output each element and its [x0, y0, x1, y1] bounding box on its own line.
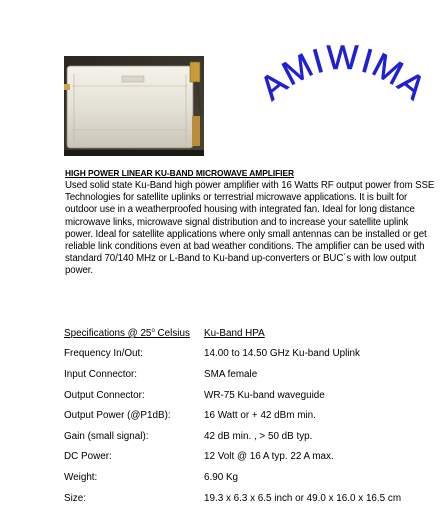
specifications-table: [64, 323, 444, 508]
spec-value: 6.90 Kg: [204, 471, 239, 483]
spec-row-size: [64, 488, 444, 508]
spec-value: WR-75 Ku-band waveguide: [204, 389, 325, 401]
spec-row-gain: [64, 426, 444, 447]
spec-row-weight: [64, 467, 444, 488]
spec-label: Input Connector:: [64, 368, 138, 380]
spec-value: 12 Volt @ 16 A typ. 22 A max.: [204, 451, 334, 463]
spec-label: Output Power (@P1dB):: [64, 410, 171, 422]
specifications-header-row: [64, 323, 444, 344]
amplifier-photo: [64, 56, 204, 156]
spec-row-output-power: [64, 405, 444, 426]
specifications-header-value: Ku-Band HPA: [204, 327, 265, 339]
spec-row-input-connector: [64, 364, 444, 385]
spec-label: Frequency In/Out:: [64, 348, 144, 360]
spec-value: 16 Watt or + 42 dBm min.: [204, 410, 316, 422]
spec-row-frequency: [64, 344, 444, 365]
specifications-header: Specifications @ 25$^o$ Celsius: [64, 327, 190, 339]
spec-row-dc-power: [64, 447, 444, 468]
spec-value: SMA female: [204, 368, 258, 380]
spec-label: DC Power:: [64, 451, 112, 463]
spec-label: Weight:: [64, 471, 98, 483]
spec-value: 14.00 to 14.50 GHz Ku-band Uplink: [204, 348, 360, 360]
page-title: HIGH POWER LINEAR KU-BAND MICROWAVE AMPLIFIER: [65, 168, 294, 178]
spec-value: 42 dB min. , > 50 dB typ.: [204, 430, 313, 442]
spec-label: Output Connector:: [64, 389, 145, 401]
spec-label: Gain (small signal):: [64, 430, 149, 442]
amiwima-logo: [248, 34, 438, 134]
spec-row-output-connector: [64, 385, 444, 406]
logo-text: AMIWIMA: [252, 39, 434, 108]
spec-value: 19.3 x 6.3 x 6.5 inch or 49.0 x 16.0 x 16.5 cm: [204, 492, 402, 504]
spec-label: Size:: [64, 492, 86, 504]
product-description: Used solid state Ku-Band high power amplifier with 16 Watts RF output power from SSE Technologies for satellite uplinks or terrestrial microwave applications. It is built for outdoor use in a weatherproofed housing with integrated fan. Ideal for long distance microwave links, microwave signal distribution and to increase your satellite uplink power. Ideal for satellite applications where only small antennas can be installed or get reliable link conditions even at bad weather conditions. The amplifier can be used with standard 70/140 MHz or L-Band to Ku-band up-converters or BUC´s with low output power.: [65, 180, 435, 277]
